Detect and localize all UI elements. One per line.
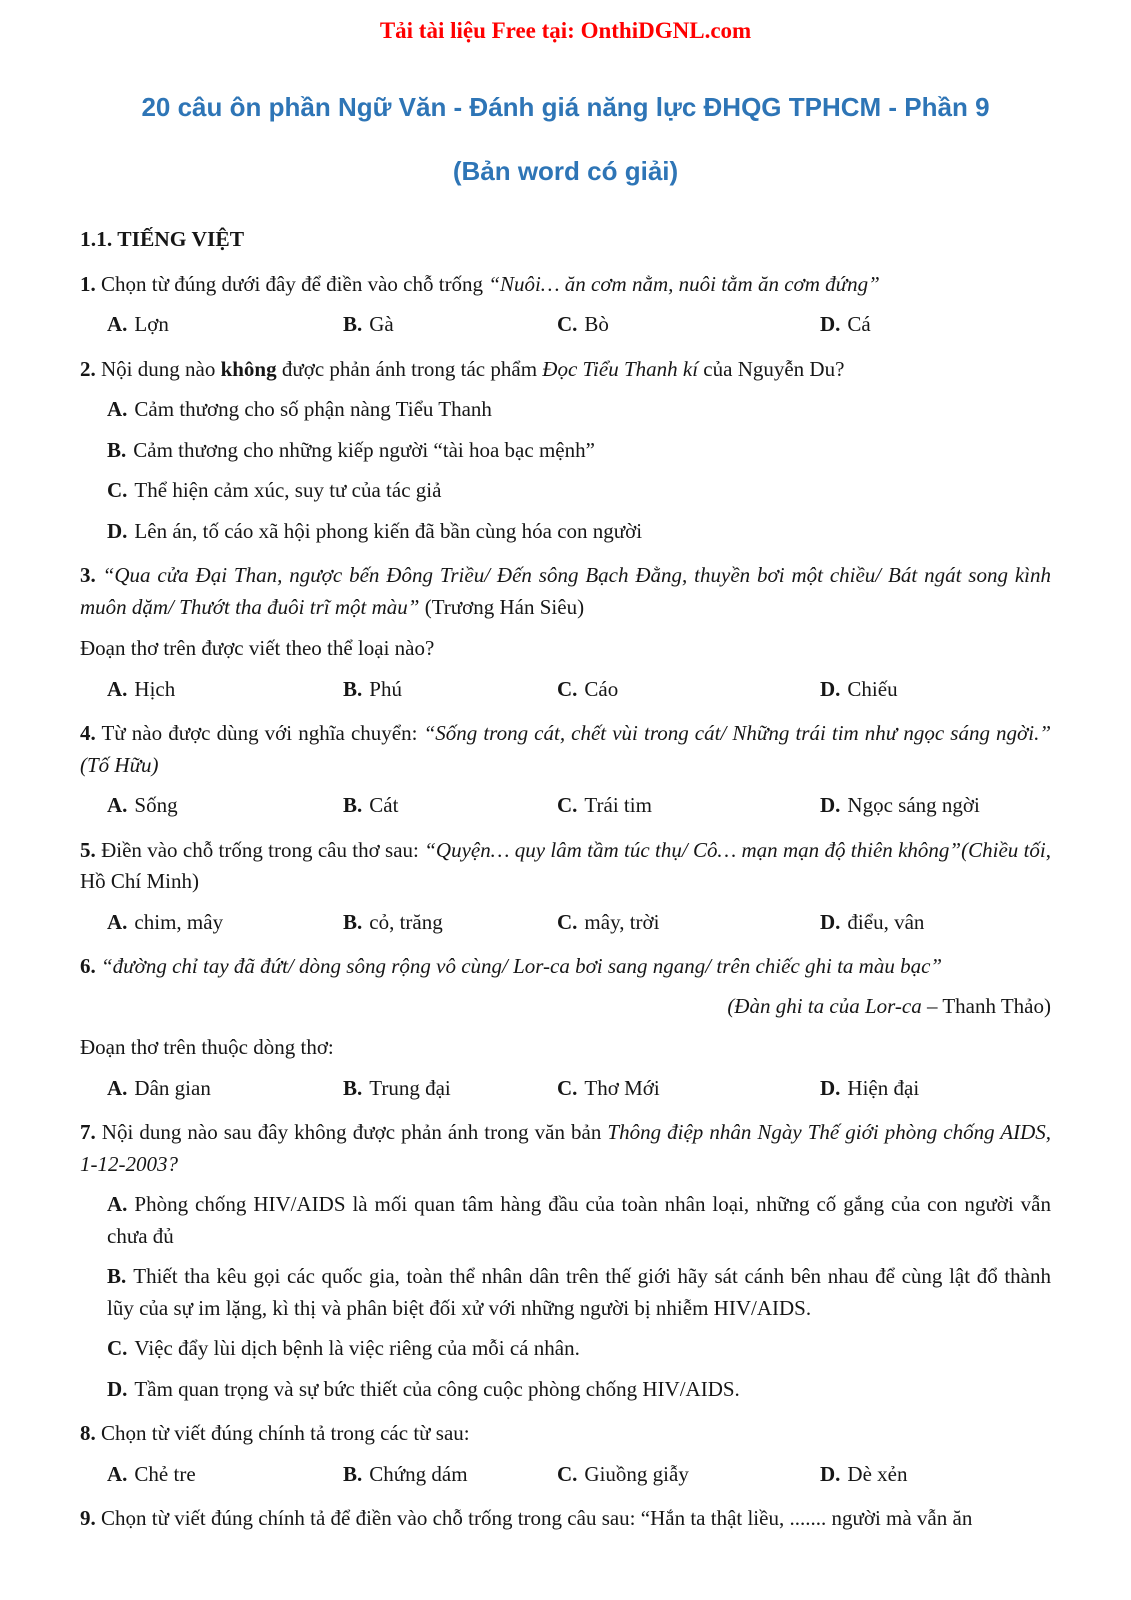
option-text: Trung đại: [369, 1075, 451, 1100]
option-text: Lên án, tố cáo xã hội phong kiến đã bần cùng hóa con người: [134, 518, 643, 543]
question-8-options: [107, 1459, 1051, 1491]
option-d: [820, 674, 1051, 706]
page-title: 20 câu ôn phần Ngữ Văn - Đánh giá năng lực ĐHQG TPHCM - Phần 9: [141, 91, 990, 122]
option-label: C.: [557, 312, 578, 337]
question-number: 8.: [80, 1421, 96, 1446]
option-b: [343, 309, 557, 341]
option-label: C.: [557, 793, 578, 818]
option-text: Hịch: [134, 676, 176, 701]
option-label: D.: [820, 312, 841, 337]
source-attribution: , Hồ Chí Minh): [80, 837, 1052, 894]
option-text: Hiện đại: [847, 1075, 920, 1100]
option-b: [343, 907, 557, 939]
option-a: [107, 1459, 343, 1491]
option-text: điểu, vân: [847, 909, 925, 934]
poem-quote: “đường chỉ tay đã đứt/ dòng sông rộng vô cùng/ Lor-ca bơi sang ngang/ trên chiếc ghi ta màu bạc”: [101, 954, 943, 979]
question-number: 9.: [80, 1506, 96, 1531]
option-b: [80, 1261, 1051, 1324]
question-5-options: [107, 907, 1051, 939]
source-attribution: – Thanh Thảo): [926, 993, 1051, 1018]
option-a: [80, 394, 1051, 426]
option-label: A.: [107, 1461, 128, 1486]
option-d: [820, 1459, 1051, 1491]
option-b: [343, 674, 557, 706]
option-text: Dân gian: [134, 1075, 211, 1100]
poem-quote: “Quyện… quy lâm tầm túc thụ/ Cô… mạn mạn độ thiên không”: [424, 837, 962, 862]
option-text: chim, mây: [134, 909, 224, 934]
question-6-attribution: [80, 991, 1051, 1023]
option-a: [80, 1189, 1051, 1252]
promo-banner: Tải tài liệu Free tại: OnthiDGNL.com: [379, 18, 752, 43]
option-b: [80, 435, 1051, 467]
option-text: Việc đẩy lùi dịch bệnh là việc riêng của mỗi cá nhân.: [134, 1336, 580, 1361]
option-text: Thể hiện cảm xúc, suy tư của tác giả: [134, 478, 442, 503]
option-c: [557, 1459, 820, 1491]
option-d: [820, 309, 1051, 341]
option-text: Thiết tha kêu gọi các quốc gia, toàn thể nhân dân trên thế giới hãy sát cánh bên nhau để cùng lật đổ thành lũy của sự im lặng, kì thị và phân biệt đối xử với những người bị nhiễm HIV/AIDS.: [107, 1264, 1051, 1320]
option-d: [80, 1374, 1051, 1406]
option-text: Gà: [369, 312, 394, 337]
question-3-options: [107, 674, 1051, 706]
option-label: B.: [343, 312, 363, 337]
question-number: 6.: [80, 954, 96, 979]
option-c: [557, 1073, 820, 1105]
question-4: [80, 718, 1051, 781]
question-number: 7.: [80, 1120, 96, 1145]
poem-quote: “Sống trong cát, chết vùi trong cát/ Những trái tim như ngọc sáng ngời.” (Tố Hữu): [80, 721, 1052, 777]
option-label: C.: [557, 1075, 578, 1100]
work-title: (Chiều tối: [961, 837, 1046, 862]
option-text: Phú: [369, 676, 402, 701]
option-text: Chẻ tre: [134, 1461, 196, 1486]
option-text: Tầm quan trọng và sự bức thiết của công cuộc phòng chống HIV/AIDS.: [134, 1376, 740, 1401]
option-text: Cáo: [584, 676, 619, 701]
option-label: A.: [107, 793, 128, 818]
question-3-followup: Đoạn thơ trên được viết theo thể loại nào?: [80, 636, 435, 661]
option-b: [343, 1459, 557, 1491]
option-label: D.: [820, 1075, 841, 1100]
option-label: B.: [343, 1075, 363, 1100]
question-number: 2.: [80, 356, 96, 381]
question-2: [80, 354, 1051, 386]
question-text: của Nguyễn Du?: [703, 356, 845, 381]
option-text: mây, trời: [584, 909, 660, 934]
option-label: B.: [343, 909, 363, 934]
option-label: C.: [557, 1461, 578, 1486]
option-label: C.: [107, 478, 128, 503]
option-text: Sống: [134, 793, 178, 818]
option-text: Trái tim: [584, 793, 652, 818]
option-text: Chứng dám: [369, 1461, 468, 1486]
page-subtitle: (Bản word có giải): [452, 156, 679, 187]
option-c: [557, 309, 820, 341]
option-d: [820, 907, 1051, 939]
question-text-bold: không: [220, 356, 277, 381]
option-text: cỏ, trăng: [369, 909, 443, 934]
option-d: [80, 516, 1051, 548]
question-text: Nội dung nào sau đây không được phản ánh trong văn bản: [101, 1120, 602, 1145]
question-6-options: [107, 1073, 1051, 1105]
question-number: 3.: [80, 563, 96, 588]
question-7: [80, 1117, 1051, 1180]
option-c: [557, 674, 820, 706]
option-label: D.: [107, 1376, 128, 1401]
option-label: A.: [107, 312, 128, 337]
question-4-options: [107, 790, 1051, 822]
question-text: Điền vào chỗ trống trong câu thơ sau:: [101, 837, 419, 862]
option-c: [80, 475, 1051, 507]
option-label: C.: [107, 1336, 128, 1361]
option-a: [107, 309, 343, 341]
option-label: D.: [820, 909, 841, 934]
option-label: B.: [343, 793, 363, 818]
option-text: Chiếu: [847, 676, 898, 701]
option-b: [343, 1073, 557, 1105]
option-text: Dè xẻn: [847, 1461, 908, 1486]
option-label: B.: [107, 1264, 127, 1289]
option-a: [107, 674, 343, 706]
question-2-options: [80, 394, 1051, 547]
option-label: D.: [107, 518, 128, 543]
question-number: 5.: [80, 837, 96, 862]
question-text: Chọn từ đúng dưới đây để điền vào chỗ trống: [101, 271, 484, 296]
question-7-options: [80, 1189, 1051, 1405]
option-text: Giuồng giẫy: [584, 1461, 689, 1486]
question-3: [80, 560, 1051, 623]
question-number: 4.: [80, 721, 96, 746]
option-label: C.: [557, 909, 578, 934]
question-6: [80, 951, 1051, 983]
option-text: Cảm thương cho số phận nàng Tiểu Thanh: [134, 397, 492, 422]
option-label: D.: [820, 1461, 841, 1486]
option-c: [557, 790, 820, 822]
question-9: [80, 1503, 1051, 1535]
option-text: Bò: [584, 312, 609, 337]
question-text: Từ nào được dùng với nghĩa chuyển:: [101, 721, 418, 746]
poem-quote: “Qua cửa Đại Than, ngược bến Đông Triều/ Đến sông Bạch Đằng, thuyền bơi một chiều/ Bát ngát song kình muôn dặm/ Thướt tha đuôi trĩ một màu”: [80, 563, 1052, 619]
option-label: B.: [343, 676, 363, 701]
option-label: A.: [107, 1075, 128, 1100]
option-label: D.: [820, 676, 841, 701]
work-title: Đọc Tiểu Thanh kí: [542, 356, 699, 381]
option-label: B.: [107, 437, 127, 462]
option-c: [557, 907, 820, 939]
option-a: [107, 790, 343, 822]
question-1: [80, 269, 1051, 301]
question-text: Nội dung nào: [101, 356, 216, 381]
option-text: Thơ Mới: [584, 1075, 660, 1100]
option-text: Cảm thương cho những kiếp người “tài hoa bạc mệnh”: [133, 437, 595, 462]
option-text: Phòng chống HIV/AIDS là mối quan tâm hàng đầu của toàn nhân loại, những cố gắng của con người vẫn chưa đủ: [107, 1192, 1051, 1248]
question-text: Chọn từ viết đúng chính tả để điền vào chỗ trống trong câu sau: “Hắn ta thật liều, ....... người mà vẫn ăn: [101, 1506, 973, 1531]
question-text: được phản ánh trong tác phẩm: [281, 356, 538, 381]
question-8: [80, 1418, 1051, 1450]
question-number: 1.: [80, 271, 96, 296]
option-label: A.: [107, 676, 128, 701]
section-heading: 1.1. TIẾNG VIỆT: [80, 227, 245, 252]
source-attribution: (Trương Hán Siêu): [424, 594, 585, 619]
option-d: [820, 1073, 1051, 1105]
option-text: Ngọc sáng ngời: [847, 793, 980, 818]
option-text: Cá: [847, 312, 871, 337]
question-1-options: [107, 309, 1051, 341]
option-label: D.: [820, 793, 841, 818]
option-label: C.: [557, 676, 578, 701]
option-d: [820, 790, 1051, 822]
question-6-followup: Đoạn thơ trên thuộc dòng thơ:: [80, 1035, 334, 1060]
option-a: [107, 907, 343, 939]
question-5: [80, 835, 1051, 898]
option-label: A.: [107, 397, 128, 422]
option-label: A.: [107, 1192, 128, 1217]
poem-quote: “Nuôi… ăn cơm nằm, nuôi tằm ăn cơm đứng”: [488, 271, 880, 296]
option-a: [107, 1073, 343, 1105]
work-title: (Đàn ghi ta của Lor-ca: [727, 993, 922, 1018]
option-label: A.: [107, 909, 128, 934]
option-label: B.: [343, 1461, 363, 1486]
work-title: Thông điệp nhân Ngày Thế giới phòng chống AIDS, 1-12-2003?: [80, 1120, 1051, 1176]
option-text: Cát: [369, 793, 399, 818]
question-text: Chọn từ viết đúng chính tả trong các từ sau:: [101, 1421, 470, 1446]
option-text: Lợn: [134, 312, 169, 337]
option-b: [343, 790, 557, 822]
option-c: [80, 1333, 1051, 1365]
